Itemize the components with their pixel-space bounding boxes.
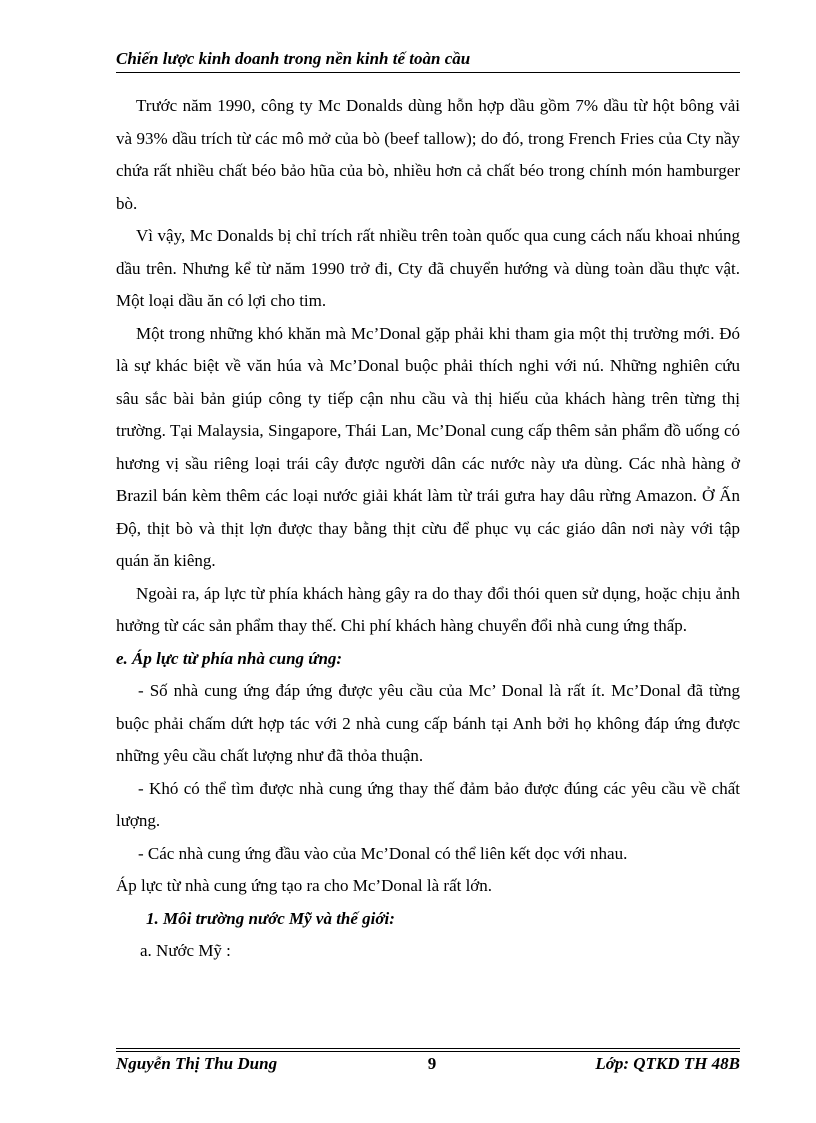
paragraph-2: Vì vậy, Mc Donalds bị chỉ trích rất nhiều trên toàn quốc qua cung cách nấu khoai nhúng dầu trên. Nhưng kể từ năm 1990 trở đi, Cty đã chuyển hướng và dùng toàn dầu thực vật. Một loại dầu ăn có lợi cho tim. (116, 226, 740, 310)
page-header-title: Chiến lược kinh doanh trong nền kinh tế toàn cầu (116, 49, 471, 68)
header-divider (116, 72, 740, 73)
footer-class-label: Lớp: QTKD TH 48B (595, 1054, 740, 1073)
paragraph-1: Trước năm 1990, công ty Mc Donalds dùng hỗn hợp dầu gồm 7% dầu từ hột bông vải và 93% dầu trích từ các mô mở của bò (beef tallow); do đó, trong French Fries của Cty nầy chứa rất nhiều chất béo bảo hũa của bò, nhiều hơn cả chất béo trong chính món hamburger bò. (116, 96, 740, 213)
bullet-item-1: - Số nhà cung ứng đáp ứng được yêu cầu của Mc’ Donal là rất ít. Mc’Donal đã từng buộc phải chấm dứt hợp tác với 2 nhà cung cấp bánh tại Anh bởi họ không đáp ứng được những yêu cầu chất lượng như đã thỏa thuận. (116, 681, 740, 765)
page-number: 9 (427, 1054, 437, 1073)
paragraph-5: Áp lực từ nhà cung ứng tạo ra cho Mc’Donal là rất lớn. (116, 876, 493, 895)
subsection-a: a. Nước Mỹ : (140, 941, 231, 960)
paragraph-4: Ngoài ra, áp lực từ phía khách hàng gây ra do thay đổi thói quen sử dụng, hoặc chịu ảnh hưởng từ các sản phẩm thay thế. Chi phí khách hàng chuyển đổi nhà cung ứng thấp. (116, 583, 740, 635)
footer-author: Nguyễn Thị Thu Dung (116, 1054, 278, 1073)
section-heading-e: e. Áp lực từ phía nhà cung ứng: (116, 648, 343, 668)
paragraph-3: Một trong những khó khăn mà Mc’Donal gặp phải khi tham gia một thị trường mới. Đó là sự khác biệt về văn húa và Mc’Donal buộc phải thích nghi với nú. Những nghiên cứu sâu sắc bài bản giúp công ty tiếp cận nhu cầu và thị hiếu của khách hàng trên từng thị trường. Tại Malaysia, Singapore, Thái Lan, Mc’Donal cung cấp thêm sản phẩm đồ uống có hương vị sầu riêng loại trái cây được người dân các nước này ưa dùng. Các nhà hàng ở Brazil bán kèm thêm các loại nước giải khát làm từ trái gưra hay dâu rừng Amazon. Ở Ấn Độ, thịt bò và thịt lợn được thay bằng thịt cừu để phục vụ các giáo dân nơi này với tập quán ăn kiêng. (116, 323, 740, 570)
footer-divider (116, 1048, 740, 1049)
bullet-item-2: - Khó có thể tìm được nhà cung ứng thay thế đảm bảo được đúng các yêu cầu về chất lượng. (116, 778, 740, 830)
page-footer (116, 1052, 740, 1076)
section-heading-1: 1. Môi trường nước Mỹ và thế giới: (146, 908, 395, 928)
document-body (116, 90, 740, 968)
bullet-item-3: - Các nhà cung ứng đầu vào của Mc’Donal có thể liên kết dọc với nhau. (138, 843, 628, 863)
